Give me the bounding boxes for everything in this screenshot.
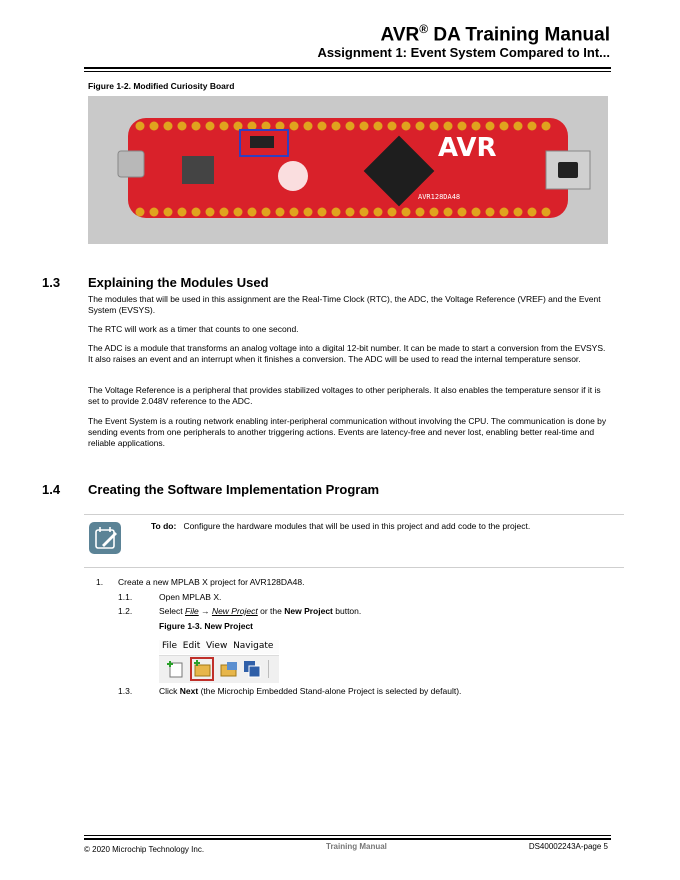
menu-bar bbox=[162, 641, 273, 651]
step-1-1-text: Open MPLAB X. bbox=[159, 592, 222, 602]
footer-copyright: © 2020 Microchip Technology Inc. bbox=[84, 845, 205, 854]
new-project-icon bbox=[192, 659, 212, 679]
step-1-3-number: 1.3. bbox=[118, 686, 133, 696]
step-1-2-text: Select File → New Project or the New Project button. bbox=[159, 606, 362, 616]
section-1-3-title: Explaining the Modules Used bbox=[88, 275, 269, 290]
paragraph-modules: The modules that will be used in this assignment are the Real-Time Clock (RTC), the ADC, the Voltage Reference (VREF) and the Event System (EVSYS). bbox=[88, 294, 601, 315]
usb-connector bbox=[118, 151, 144, 177]
paragraph-rtc: The RTC will work as a timer that counts to one second. bbox=[88, 324, 299, 334]
header-rule bbox=[84, 67, 611, 69]
debugger-chip bbox=[182, 156, 214, 184]
document-subtitle: Assignment 1: Event System Compared to Int... bbox=[317, 45, 610, 60]
step-1-1-number: 1.1. bbox=[118, 592, 133, 602]
footer-rule bbox=[84, 838, 611, 840]
todo-note-icon bbox=[89, 522, 121, 554]
open-project-icon[interactable] bbox=[219, 659, 239, 679]
menu-navigate[interactable]: Navigate bbox=[233, 641, 274, 651]
step-1-3-text: Click Next (the Microchip Embedded Stand-alone Project is selected by default). bbox=[159, 686, 462, 696]
footer-page-number: DS40002243A-page 5 bbox=[528, 842, 608, 851]
paragraph-vref: The Voltage Reference is a peripheral that provides stabilized voltages to other peripherals. It also enables the temperature sensor if it is set to provide 2.048V reference to the ADC. bbox=[88, 385, 601, 406]
section-1-3-number: 1.3 bbox=[42, 275, 61, 290]
document-title: AVR® DA Training Manual bbox=[380, 22, 610, 46]
paragraph-evsys: The Event System is a routing network enabling inter-peripheral communication without involving the CPU. The communication is done by sending events from one peripherals to another triggering actions. Events are latency-free and never lost, enabling better real-time and reliable applications. bbox=[88, 416, 607, 448]
figure-1-3-caption: Figure 1-3. New Project bbox=[159, 621, 253, 631]
avr-logo-text: AVR bbox=[438, 133, 497, 163]
new-project-button-highlight[interactable] bbox=[190, 657, 214, 681]
section-1-4-title: Creating the Software Implementation Program bbox=[88, 482, 380, 497]
curiosity-board-photo bbox=[88, 96, 608, 244]
step-1-text: Create a new MPLAB X project for AVR128DA48. bbox=[118, 577, 305, 587]
todo-text: To do: Configure the hardware modules that will be used in this project and add code to the project. bbox=[151, 521, 531, 531]
toolbar-separator bbox=[268, 660, 269, 678]
step-1-2-number: 1.2. bbox=[118, 606, 133, 616]
paragraph-adc: The ADC is a module that transforms an analog voltage into a digital 12-bit number. It can be made to start a conversion from the EVSYS. It also raises an event and an interrupt when it finishes a conversion. The ADC will be used to read the internal temperature sensor. bbox=[88, 343, 606, 364]
step-1-number: 1. bbox=[96, 577, 104, 587]
save-all-icon[interactable] bbox=[242, 659, 262, 679]
footer-center: Training Manual bbox=[326, 842, 387, 851]
microchip-logo bbox=[278, 161, 308, 191]
board-illustration bbox=[88, 96, 608, 244]
footer-rule-thin bbox=[84, 835, 611, 836]
header-rule-thin bbox=[84, 71, 611, 72]
menu-view[interactable]: View bbox=[205, 641, 228, 651]
menu-edit[interactable]: Edit bbox=[182, 641, 201, 651]
menu-file[interactable]: File bbox=[162, 641, 178, 651]
chip-label: AVR128DA48 bbox=[418, 193, 461, 201]
section-1-4-number: 1.4 bbox=[42, 482, 61, 497]
new-file-icon[interactable] bbox=[165, 659, 185, 679]
figure-1-2-caption: Figure 1-2. Modified Curiosity Board bbox=[88, 81, 235, 91]
